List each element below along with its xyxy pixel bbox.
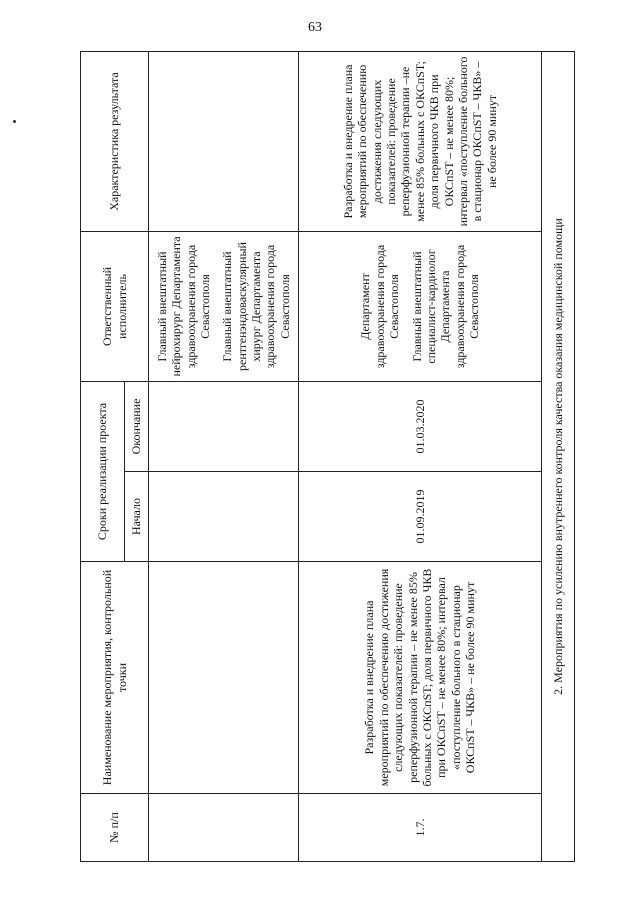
section-title: 2. Мероприятия по усилению внутреннего контроля качества оказания медицинской помощи — [542, 52, 575, 862]
cell-prev-start — [149, 472, 299, 562]
cell-prev-result — [149, 52, 299, 232]
cell-prev-responsible — [149, 232, 299, 382]
table-row-previous — [149, 52, 299, 862]
header-start: Начало — [125, 472, 149, 562]
cell-name: Разработка и внедрение плана мероприятий по обеспечению достижения следующих показателей: проведение реперфузионной терапии – не менее 85% больных с ОКСпST; доля первичного ЧКВ при ОКСпST – не менее 80%; интервал «поступление больного в стационар ОКСпST – ЧКВ» – не более 90 минут — [299, 562, 542, 794]
prev-responsible-1: Главный внештатный нейрохирург Департамента здравоохранения города Севастополя — [154, 236, 212, 377]
rotated-table — [80, 52, 575, 862]
responsible-1: Департамент здравоохранения города Севастополя — [358, 244, 402, 369]
rotated-table-wrapper — [80, 52, 575, 862]
header-num: № п/п — [81, 794, 149, 862]
page-number: 63 — [308, 20, 322, 35]
section-row-2 — [542, 52, 575, 862]
prev-responsible-2: Главный внештатный рентгенэндоваскулярный хирург Департамента здравоохранения города Севастополя — [220, 242, 292, 371]
project-plan-table — [80, 51, 575, 862]
cell-prev-name — [149, 562, 299, 794]
header-responsible: Ответственный исполнитель — [81, 232, 149, 382]
cell-start: 01.09.2019 — [299, 472, 542, 562]
cell-num: 1.7. — [299, 794, 542, 862]
scan-speck — [13, 120, 16, 123]
cell-result: Разработка и внедрение плана мероприятий по обеспечению достижения следующих показателей: проведение реперфузионной терапии –не менее 85% больных с ОКСпST; доля первичного ЧКВ при ОКСпST – не менее 80%; интервал «поступление больного в стационар ОКСпST – ЧКВ» – не более 90 минут — [299, 52, 542, 232]
header-row-1 — [81, 52, 125, 862]
header-name: Наименование мероприятия, контрольной точки — [81, 562, 149, 794]
header-timeline: Сроки реализации проекта — [81, 382, 125, 562]
cell-prev-end — [149, 382, 299, 472]
cell-prev-num — [149, 794, 299, 862]
cell-responsible — [299, 232, 542, 382]
header-result: Характеристика результата — [81, 52, 149, 232]
table-row-1-7 — [299, 52, 542, 862]
cell-end: 01.03.2020 — [299, 382, 542, 472]
header-end: Окончание — [125, 382, 149, 472]
responsible-2: Главный внештатный специалист-кардиолог Департамента здравоохранения города Севастополя — [409, 244, 482, 369]
